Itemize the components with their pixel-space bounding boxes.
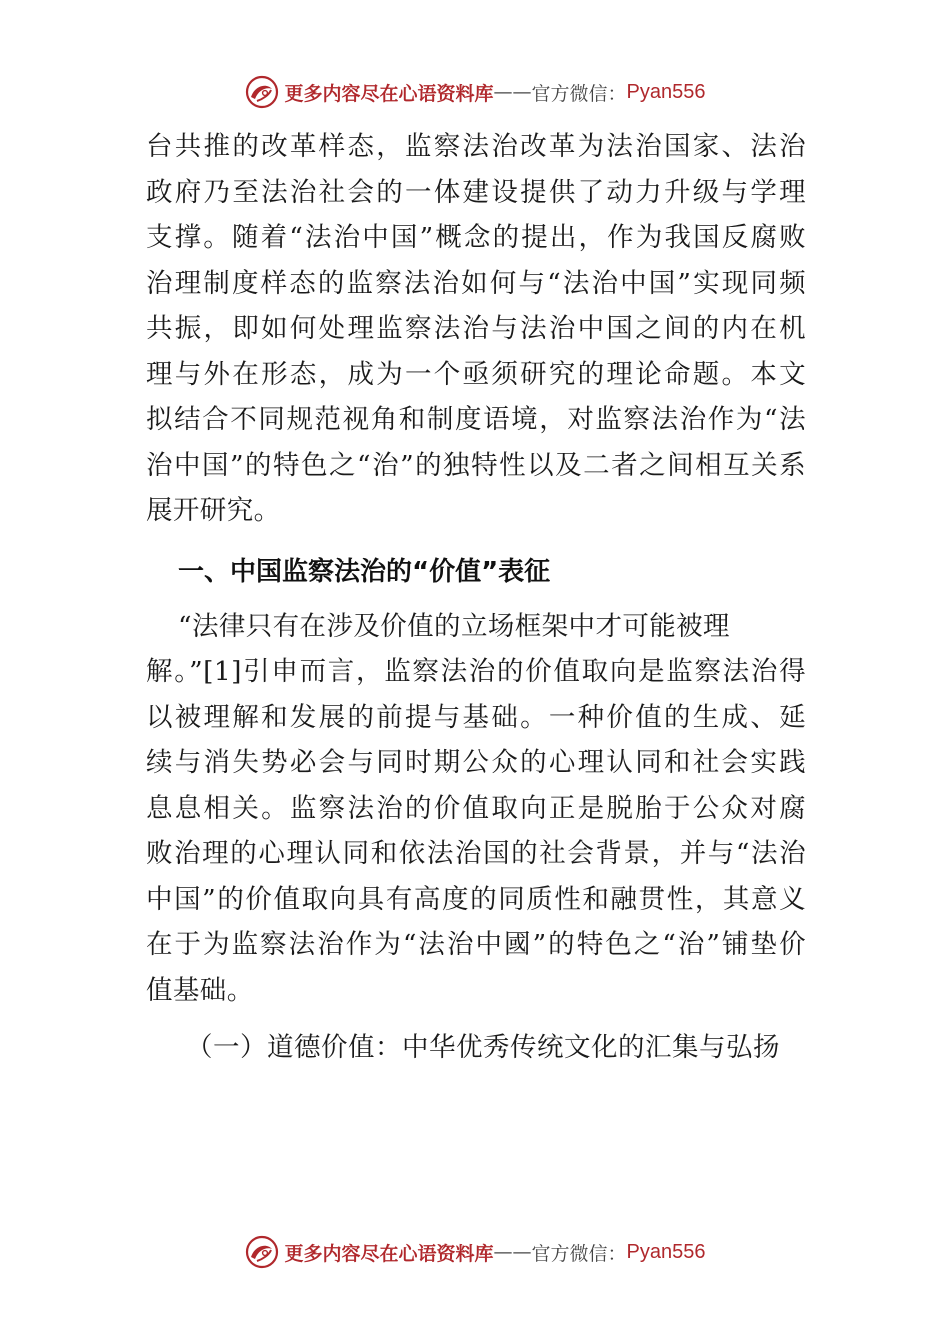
paragraph-line: 败治理的心理认同和依法治国的社会背景，并与“法治 [146, 838, 806, 869]
paragraph-line: 以被理解和发展的前提与基础。一种价值的生成、延 [146, 701, 806, 733]
paragraph-line: 治理制度样态的监察法治如何与“法治中国”实现同频 [146, 267, 806, 299]
paragraph-line: 支撑。随着“法治中国”概念的提出，作为我国反腐败 [146, 222, 806, 253]
paragraph-line: 续与消失势必会与同时期公众的心理认同和社会实践 [146, 747, 806, 778]
paragraph-line: 展开研究。 [146, 495, 281, 526]
paragraph-line: 治中国”的特色之“治”的独特性以及二者之间相互关系 [146, 449, 806, 481]
paragraph-line: 解。”[1]引申而言，监察法治的价值取向是监察法治得 [146, 656, 806, 687]
swirl-logo-icon [245, 75, 279, 109]
paragraph-line: 理与外在形态，成为一个亟须研究的理论命题。本文 [146, 358, 806, 390]
paragraph-1 [146, 124, 806, 534]
header-banner [0, 72, 950, 112]
banner-dash: —— [493, 1241, 532, 1263]
paragraph-2 [146, 604, 806, 1014]
banner-wechat-id: Pyan556 [626, 1240, 706, 1263]
paragraph-line: 值基础。 [146, 974, 254, 1006]
paragraph-line: 拟结合不同规范视角和制度语境，对监察法治作为“法 [146, 404, 806, 435]
paragraph-line: 中国”的价值取向具有高度的同质性和融贯性，其意义 [146, 883, 806, 915]
paragraph-line: 共振，即如何处理监察法治与法治中国之间的内在机 [146, 313, 806, 344]
banner-official-label: 官方微信： [531, 1242, 627, 1265]
banner-wechat-id: Pyan556 [626, 80, 706, 103]
paragraph-line: 政府乃至法治社会的一体建设提供了动力升级与学理 [146, 176, 806, 208]
banner-official-label: 官方微信： [531, 82, 627, 105]
paragraph-line: 息息相关。监察法治的价值取向正是脱胎于公众对腐 [146, 792, 806, 824]
swirl-logo-icon [245, 1235, 279, 1269]
banner-dash: —— [493, 81, 532, 103]
footer-banner [0, 1232, 950, 1272]
section-heading: 一、中国监察法治的“价值”表征 [178, 556, 551, 587]
paragraph-line: 在于为监察法治作为“法治中國”的特色之“治”铺垫价 [146, 929, 806, 960]
paragraph-line: 台共推的改革样态，监察法治改革为法治国家、法治 [146, 131, 806, 162]
banner-library-text: 更多内容尽在心语资料库 [284, 1242, 494, 1265]
paragraph-line: “法律只有在涉及价值的立场框架中才可能被理 [178, 610, 730, 642]
subsection-heading: （一）道德价值：中华优秀传统文化的汇集与弘扬 [186, 1032, 780, 1063]
banner-library-text: 更多内容尽在心语资料库 [284, 82, 494, 105]
document-body [146, 124, 806, 1071]
